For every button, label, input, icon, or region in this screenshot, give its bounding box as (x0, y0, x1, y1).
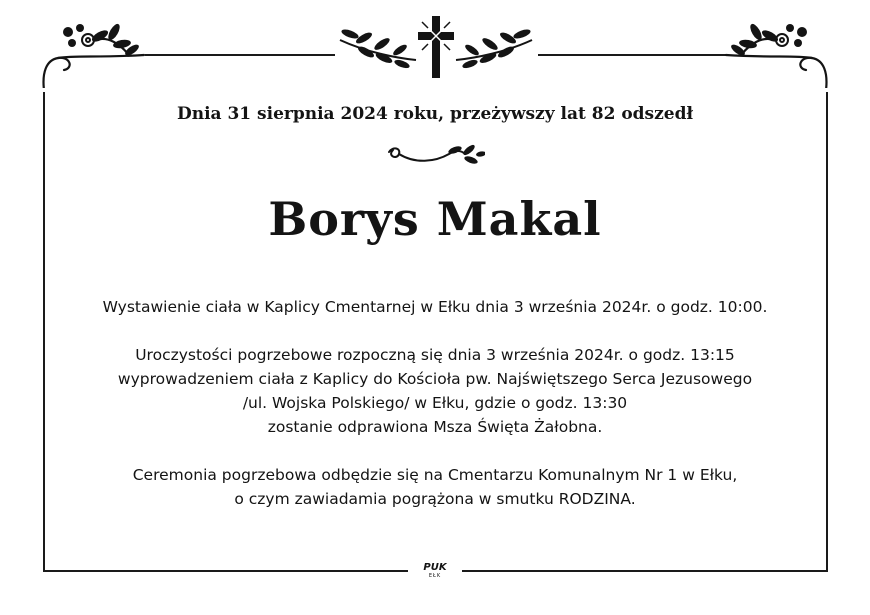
deceased-name: Borys Makal (268, 192, 602, 246)
corner-flourish-left-icon (36, 18, 148, 88)
leaf-divider-icon (385, 142, 485, 168)
paragraph-line: zostanie odprawiona Msza Święta Żałobna. (267, 418, 603, 436)
paragraph-line: o czym zawiadamia pogrążona w smutku RODZINA. (234, 490, 636, 508)
paragraph-line: Ceremonia pogrzebowa odbędzie się na Cmentarzu Komunalnym Nr 1 w Ełku, (132, 466, 738, 484)
death-date-headline: Dnia 31 sierpnia 2024 roku, przeżywszy lat 82 odszedł (176, 104, 694, 124)
paragraph-line: Wystawienie ciała w Kaplicy Cmentarnej w Ełku dnia 3 września 2024r. o godz. 10:00. (102, 298, 768, 316)
cross-icon (418, 16, 454, 78)
frame-top-rule-right (538, 54, 728, 56)
puk-logo (415, 563, 455, 585)
viewing-paragraph (40, 295, 830, 319)
laurel-left-icon (340, 28, 416, 70)
frame-top-rule-left (145, 54, 335, 56)
cross-laurel-icon (336, 12, 536, 80)
paragraph-line: wyprowadzeniem ciała z Kaplicy do Kościoła pw. Najświętszego Serca Jezusowego (117, 370, 753, 388)
logo-title: PUK (423, 562, 447, 573)
frame-bottom-border-right (462, 570, 828, 572)
paragraph-line: Uroczystości pogrzebowe rozpoczną się dnia 3 września 2024r. o godz. 13:15 (135, 346, 735, 364)
frame-bottom-border-left (43, 570, 408, 572)
ceremony-paragraph (40, 343, 830, 439)
burial-paragraph (40, 463, 830, 511)
corner-flourish-right-icon (722, 18, 834, 88)
paragraph-line: /ul. Wojska Polskiego/ w Ełku, gdzie o godz. 13:30 (242, 394, 628, 412)
logo-subtitle: EŁK (428, 573, 442, 579)
